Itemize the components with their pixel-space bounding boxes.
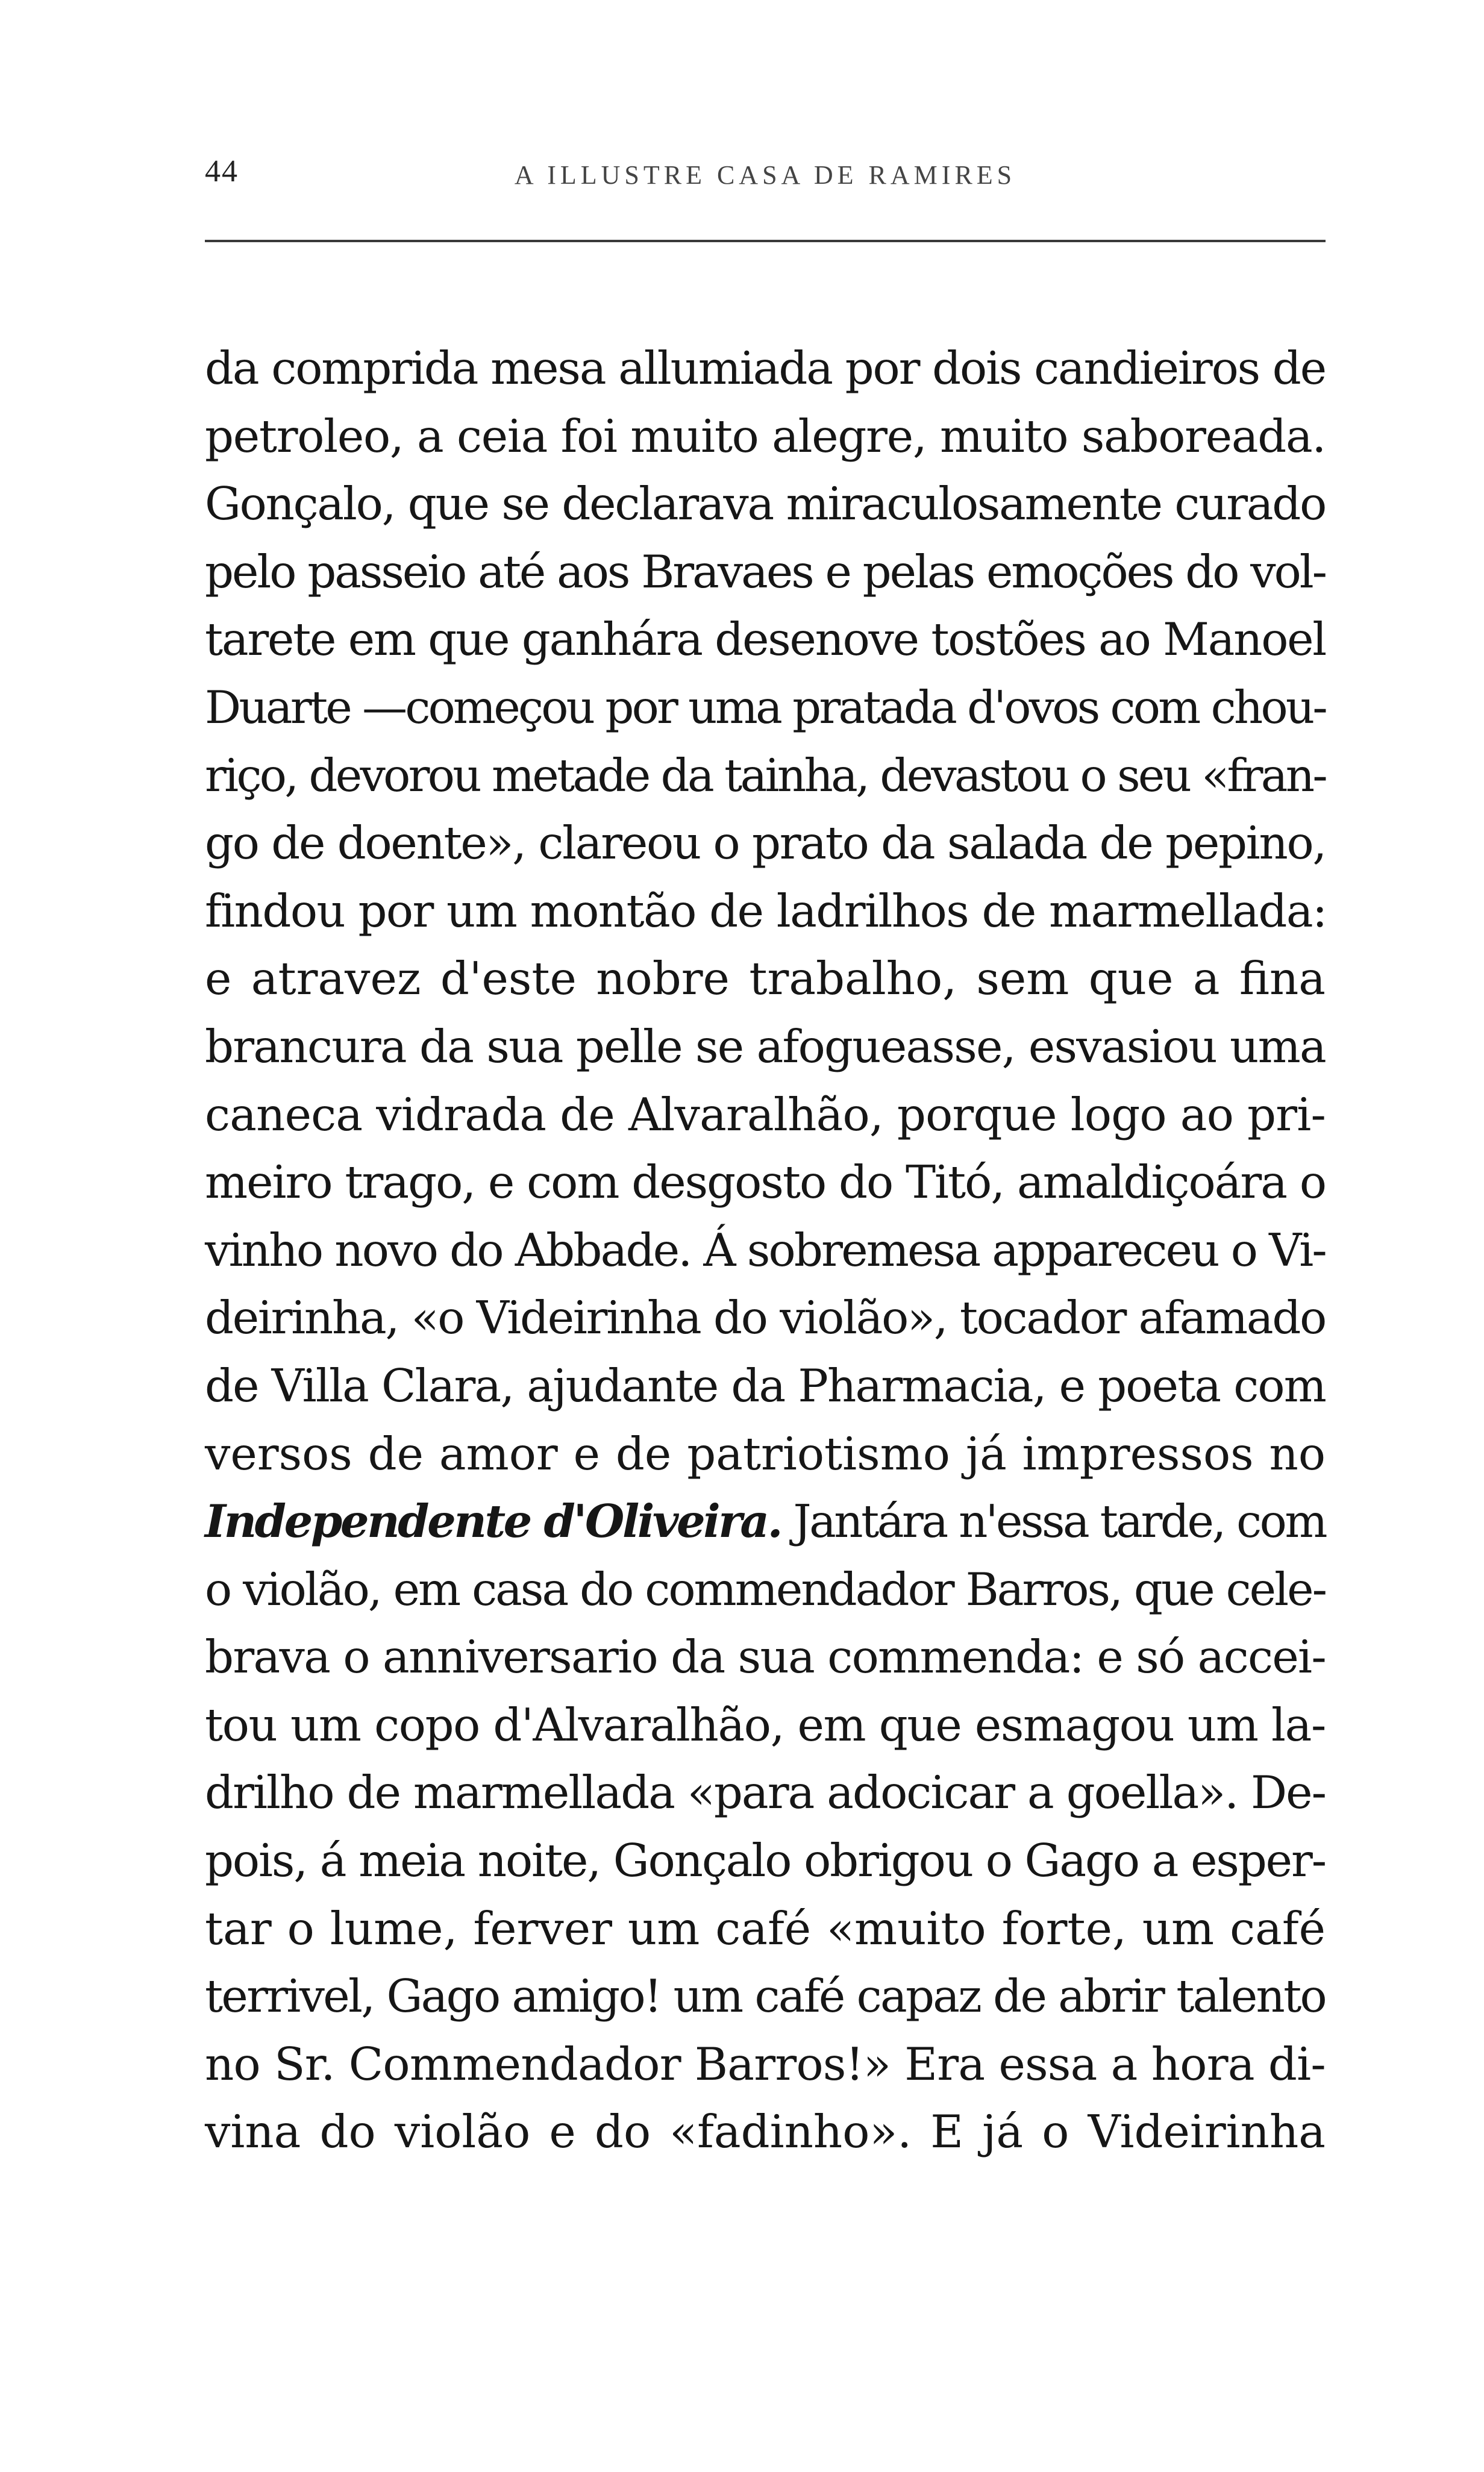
text-line: riço, devorou metade da tainha, devastou o seu «fran- bbox=[205, 748, 1326, 802]
text-line: e atravez d'este nobre trabalho, sem que a fina bbox=[205, 952, 1326, 1006]
text-line: petroleo, a ceia foi muito alegre, muito saboreada. bbox=[205, 409, 1326, 463]
text-line: tarete em que ganhára desenove tostões ao Manoel bbox=[205, 613, 1326, 666]
text-line: meiro trago, e com desgosto do Titó, amaldiçoára o bbox=[205, 1156, 1326, 1209]
text-line: da comprida mesa allumiada por dois candieiros de bbox=[205, 342, 1326, 395]
text-line: no Sr. Commendador Barros!» Era essa a hora di- bbox=[205, 2037, 1326, 2091]
text-line: brancura da sua pelle se afogueasse, esvasiou uma bbox=[205, 1019, 1326, 1073]
page-number: 44 bbox=[205, 154, 239, 189]
text-line: caneca vidrada de Alvaralhão, porque logo ao pri- bbox=[205, 1087, 1326, 1141]
text-line: deirinha, «o Videirinha do violão», tocador afamado bbox=[205, 1291, 1326, 1345]
text-line: Duarte —começou por uma pratada d'ovos com chou- bbox=[205, 680, 1326, 734]
text-segment: Jantára n'essa tarde, com bbox=[793, 1495, 1326, 1548]
text-line: de Villa Clara, ajudante da Pharmacia, e poeta com bbox=[205, 1359, 1326, 1412]
header-rule bbox=[205, 240, 1326, 242]
body-text bbox=[205, 334, 1326, 2166]
text-line: go de doente», clareou o prato da salada de pepino, bbox=[205, 816, 1326, 870]
text-line: brava o anniversario da sua commenda: e só accei- bbox=[205, 1630, 1326, 1684]
text-line: terrivel, Gago amigo! um café capaz de abrir talento bbox=[205, 1970, 1326, 2023]
text-line: vinho novo do Abbade. Á sobremesa appareceu o Vi- bbox=[205, 1223, 1326, 1277]
text-line: pelo passeio até aos Bravaes e pelas emoções do vol- bbox=[205, 545, 1326, 598]
text-line: findou por um montão de ladrilhos de marmellada: bbox=[205, 884, 1327, 937]
text-line: tar o lume, ferver um café «muito forte, um café bbox=[205, 1901, 1326, 1955]
text-line: tou um copo d'Alvaralhão, em que esmagou um la- bbox=[205, 1698, 1326, 1751]
text-line: pois, á meia noite, Gonçalo obrigou o Gago a esper- bbox=[205, 1834, 1326, 1888]
newspaper-title: Independente d'Oliveira. bbox=[205, 1495, 781, 1548]
text-line: versos de amor e de patriotismo já impressos no bbox=[205, 1427, 1326, 1480]
running-head bbox=[205, 154, 1326, 202]
running-title: A ILLUSTRE CASA DE RAMIRES bbox=[514, 160, 1016, 190]
text-line-with-title bbox=[205, 1488, 1326, 1556]
text-line: drilho de marmellada «para adocicar a goella». De- bbox=[205, 1766, 1326, 1820]
text-line: vina do violão e do «fadinho». E já o Videirinha bbox=[205, 2105, 1326, 2159]
text-line: o violão, em casa do commendador Barros, que cele- bbox=[205, 1562, 1326, 1616]
text-line: Gonçalo, que se declarava miraculosamente curado bbox=[205, 477, 1326, 531]
